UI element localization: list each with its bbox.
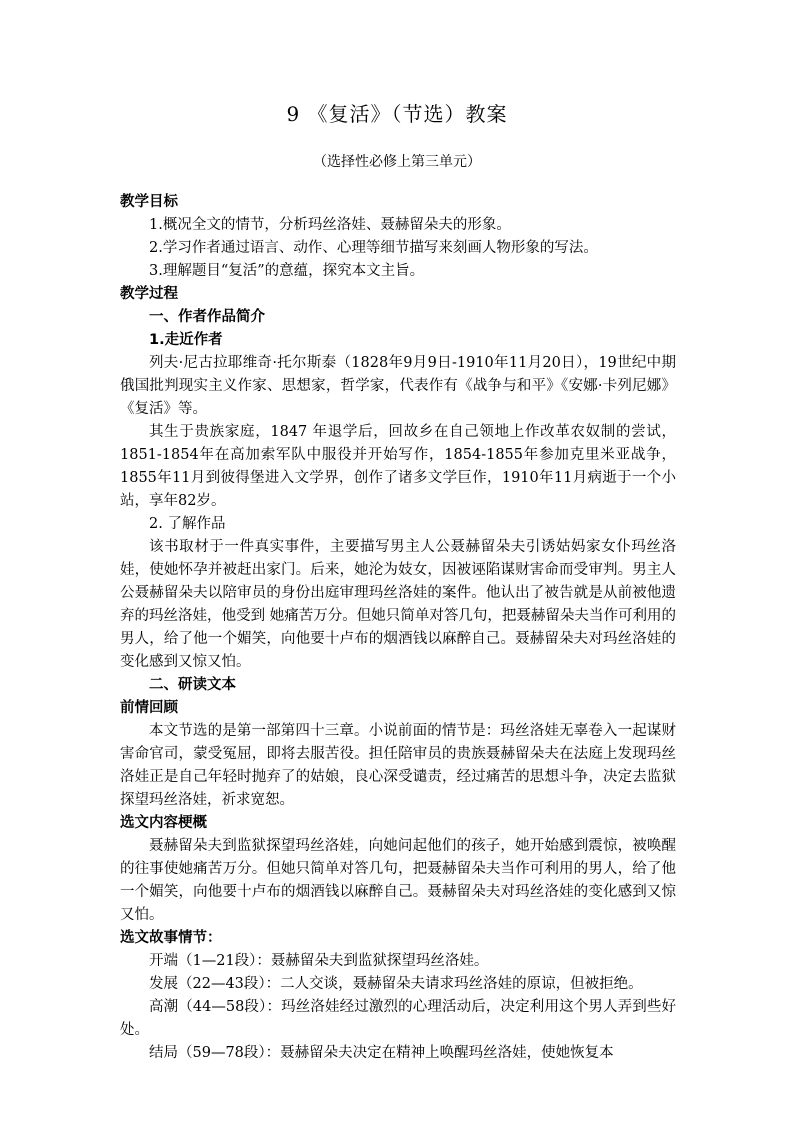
paragraph: 发展（22—43段）：二人交谈，聂赫留朵夫请求玛丝洛娃的原谅，但被拒绝。 [149, 976, 643, 992]
paragraph: 教学过程 [120, 286, 178, 302]
paragraph: 1.概况全文的情节，分析玛丝洛娃、聂赫留朵夫的形象。 [149, 217, 511, 233]
paragraph: 教学目标 [120, 194, 178, 210]
paragraph: 2. 了解作品 [149, 516, 226, 532]
document-title: 9 《复活》（节选）教案 [286, 102, 508, 126]
paragraph: 本文节选的是第一部第四十三章。小说前面的情节是：玛丝洛娃无辜卷入一起谋财害命官司，蒙受冤屈，即将去服苦役。担任陪审员的贵族聂赫留朵夫在法庭上发现玛丝洛娃正是自己年轻时抛弃了的姑娘，良心深受谴责，经过痛苦的思想斗争，决定去监狱探望玛丝洛娃，祈求宽恕。 [120, 723, 676, 808]
paragraph: 开端（1—21段）：聂赫留朵夫到监狱探望玛丝洛娃。 [149, 953, 489, 969]
paragraph: 结局（59—78段）：聂赫留朵夫决定在精神上唤醒玛丝洛娃，使她恢复本 [149, 1045, 614, 1061]
document-subtitle: （选择性必修上第三单元） [313, 154, 481, 170]
paragraph: 选文故事情节： [120, 930, 222, 946]
paragraph: 二、研读文本 [149, 677, 236, 693]
paragraph: 2.学习作者通过语言、动作、心理等细节描写来刻画人物形象的写法。 [149, 240, 598, 256]
paragraph: 高潮（44—58段）：玛丝洛娃经过激烈的心理活动后，决定利用这个男人弄到些好处。 [120, 999, 676, 1038]
paragraph: 其生于贵族家庭，1847 年退学后，回故乡在自己领地上作改革农奴制的尝试，1851-1854年在高加索军队中服役并开始写作，1854-1855年参加克里米亚战争，1855年11月到彼得堡进入文学界，创作了诸多文学巨作，1910年11月病逝于一个小站，享年82岁。 [120, 424, 676, 509]
paragraph: 聂赫留朵夫到监狱探望玛丝洛娃，向她问起他们的孩子，她开始感到震惊，被唤醒的往事使她痛苦万分。但她只简单对答几句，把聂赫留朵夫当作可利用的男人，给了他一个媚笑，向他要十卢布的烟酒钱以麻醉自己。聂赫留朵夫对玛丝洛娃的变化感到又惊又怕。 [120, 838, 676, 923]
paragraph: 该书取材于一件真实事件，主要描写男主人公聂赫留朵夫引诱姑妈家女仆玛丝洛娃，使她怀孕并被赶出家门。后来，她沦为妓女，因被诬陷谋财害命而受审判。男主人公聂赫留朵夫以陪审员的身份出庭审理玛丝洛娃的案件。他认出了被告就是从前被他遗弃的玛丝洛娃，他受到 她痛苦万分。但她只简单对答几句，把聂赫留朵夫当作可利用的男人，给了他一个媚笑，向他要十卢布的烟酒钱以麻醉自己。聂赫留朵夫对玛丝洛娃的变化感到又惊又怕。 [120, 539, 676, 670]
paragraph: 3.理解题目“复活”的意蕴，探究本文主旨。 [149, 263, 425, 279]
paragraph: 1.走近作者 [149, 332, 223, 348]
paragraph: 一、作者作品简介 [149, 309, 265, 325]
paragraph: 选文内容梗概 [120, 815, 207, 831]
paragraph: 列夫·尼古拉耶维奇·托尔斯泰（1828年9月9日-1910年11月20日），19世纪中期俄国批判现实主义作家、思想家，哲学家，代表作有《战争与和平》《安娜·卡列尼娜》《复活》等。 [120, 355, 676, 417]
document-body [120, 191, 676, 1065]
paragraph: 前情回顾 [120, 700, 178, 716]
